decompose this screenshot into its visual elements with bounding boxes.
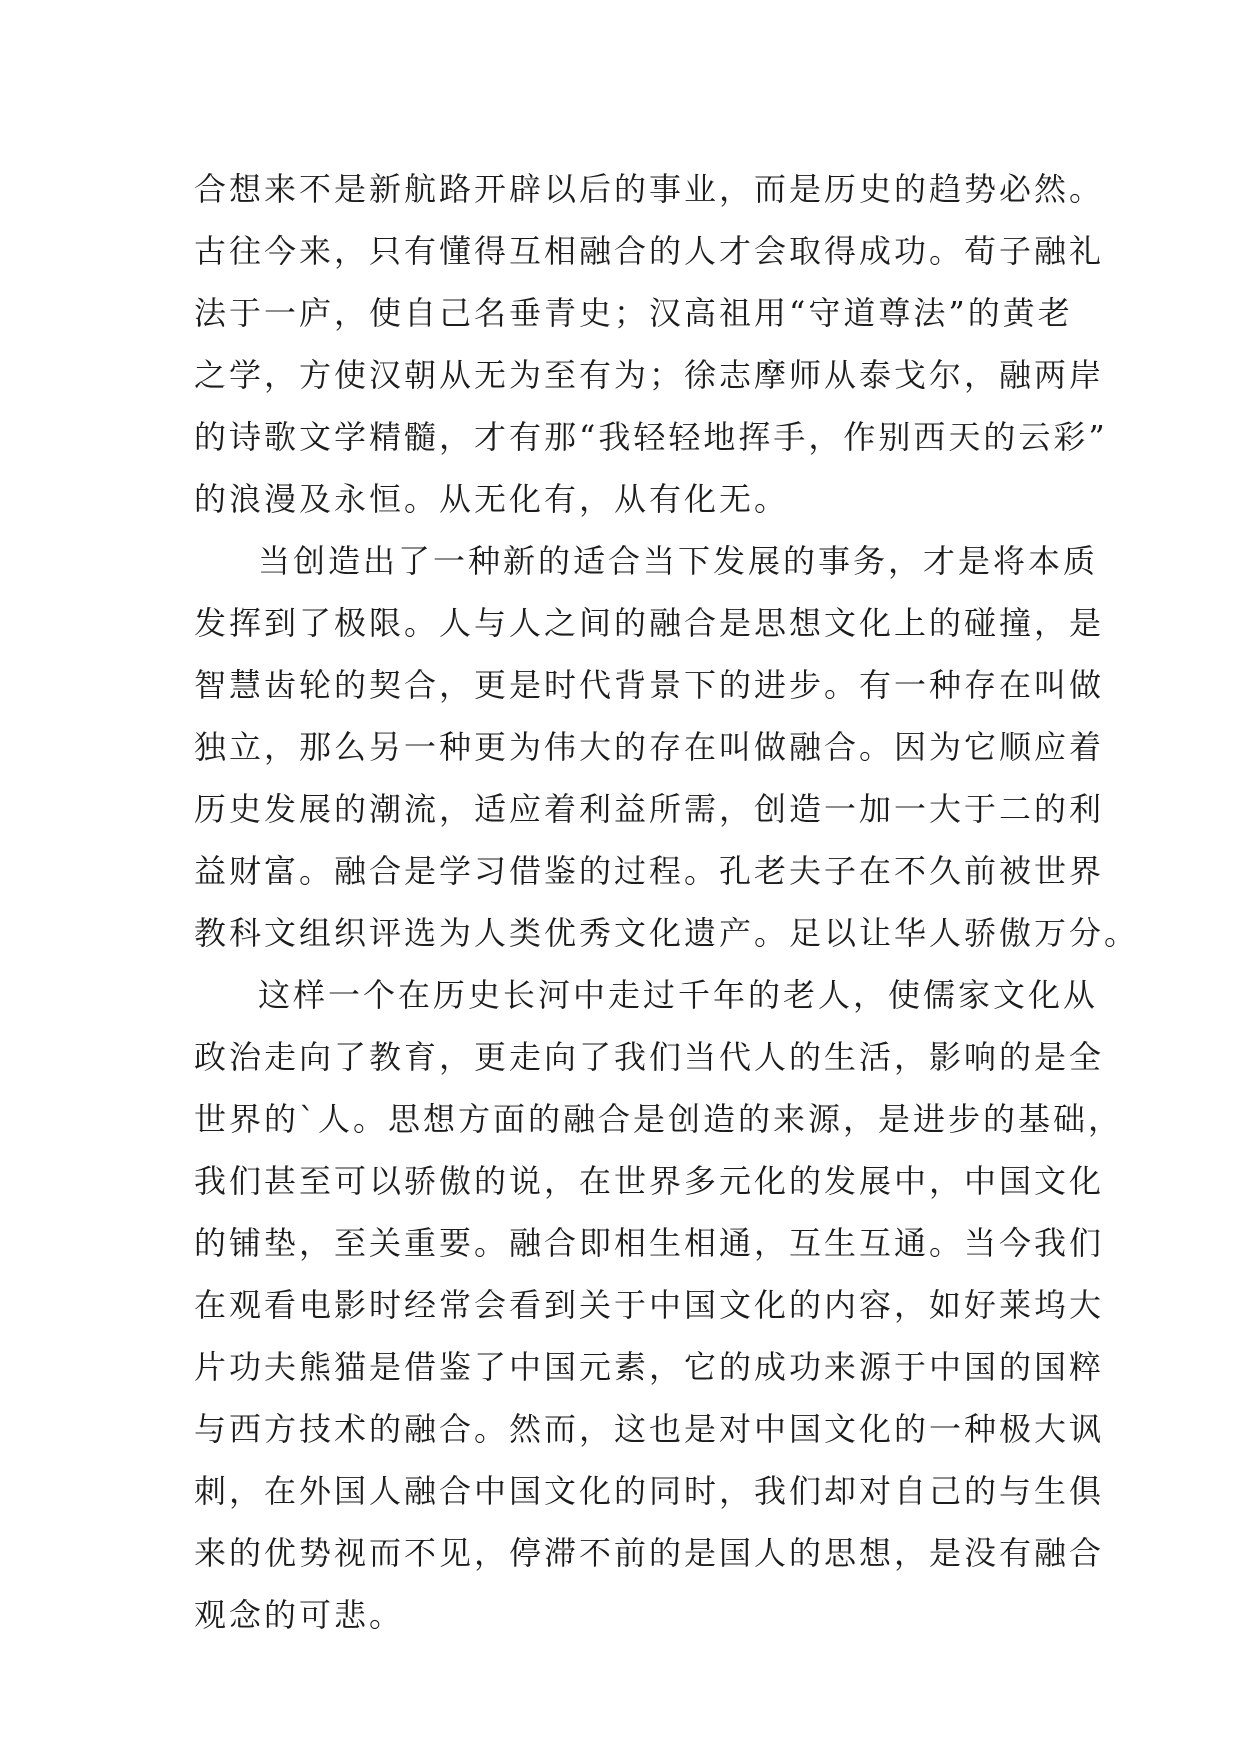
paragraph-1-line-3: 法于一庐，使自己名垂青史；汉高祖用“守道尊法”的黄老 <box>194 294 1073 332</box>
paragraph-3-line-2: 政治走向了教育，更走向了我们当代人的生活，影响的是全 <box>194 1038 1105 1076</box>
paragraph-2-line-5: 历史发展的潮流，适应着利益所需，创造一加一大于二的利 <box>194 790 1105 828</box>
paragraph-1-line-5: 的诗歌文学精髓，才有那“我轻轻地挥手，作别西天的云彩” <box>194 418 1108 456</box>
paragraph-3-line-10: 来的优势视而不见，停滞不前的是国人的思想，是没有融合 <box>194 1534 1105 1572</box>
document-body <box>194 158 1140 1646</box>
paragraph-3-line-4: 我们甚至可以骄傲的说，在世界多元化的发展中，中国文化 <box>194 1162 1105 1200</box>
paragraph-1-line-6: 的浪漫及永恒。从无化有，从有化无。 <box>194 480 790 518</box>
paragraph-1-line-2: 古往今来，只有懂得互相融合的人才会取得成功。荀子融礼 <box>194 232 1105 270</box>
paragraph-2-line-6: 益财富。融合是学习借鉴的过程。孔老夫子在不久前被世界 <box>194 852 1105 890</box>
paragraph-1-line-4: 之学，方使汉朝从无为至有为；徐志摩师从泰戈尔，融两岸 <box>194 356 1105 394</box>
paragraph-2-line-2: 发挥到了极限。人与人之间的融合是思想文化上的碰撞，是 <box>194 604 1105 642</box>
paragraph-3-line-6: 在观看电影时经常会看到关于中国文化的内容，如好莱坞大 <box>194 1286 1105 1324</box>
paragraph-3-line-8: 与西方技术的融合。然而，这也是对中国文化的一种极大讽 <box>194 1410 1105 1448</box>
paragraph-3-line-9: 刺，在外国人融合中国文化的同时，我们却对自己的与生俱 <box>194 1472 1105 1510</box>
paragraph-2-line-1: 当创造出了一种新的适合当下发展的事务，才是将本质 <box>258 542 1099 580</box>
paragraph-3-line-1: 这样一个在历史长河中走过千年的老人，使儒家文化从 <box>258 976 1099 1014</box>
paragraph-3-line-5: 的铺垫，至关重要。融合即相生相通，互生互通。当今我们 <box>194 1224 1105 1262</box>
paragraph-2-line-7: 教科文组织评选为人类优秀文化遗产。足以让华人骄傲万分。 <box>194 914 1140 952</box>
paragraph-2-line-4: 独立，那么另一种更为伟大的存在叫做融合。因为它顺应着 <box>194 728 1105 766</box>
paragraph-2-line-3: 智慧齿轮的契合，更是时代背景下的进步。有一种存在叫做 <box>194 666 1105 704</box>
paragraph-1-line-1: 合想来不是新航路开辟以后的事业，而是历史的趋势必然。 <box>194 170 1105 208</box>
paragraph-3-line-11: 观念的可悲。 <box>194 1596 405 1634</box>
paragraph-3-line-7: 片功夫熊猫是借鉴了中国元素，它的成功来源于中国的国粹 <box>194 1348 1105 1386</box>
paragraph-3-line-3: 世界的`人。思想方面的融合是创造的来源，是进步的基础， <box>194 1100 1124 1138</box>
